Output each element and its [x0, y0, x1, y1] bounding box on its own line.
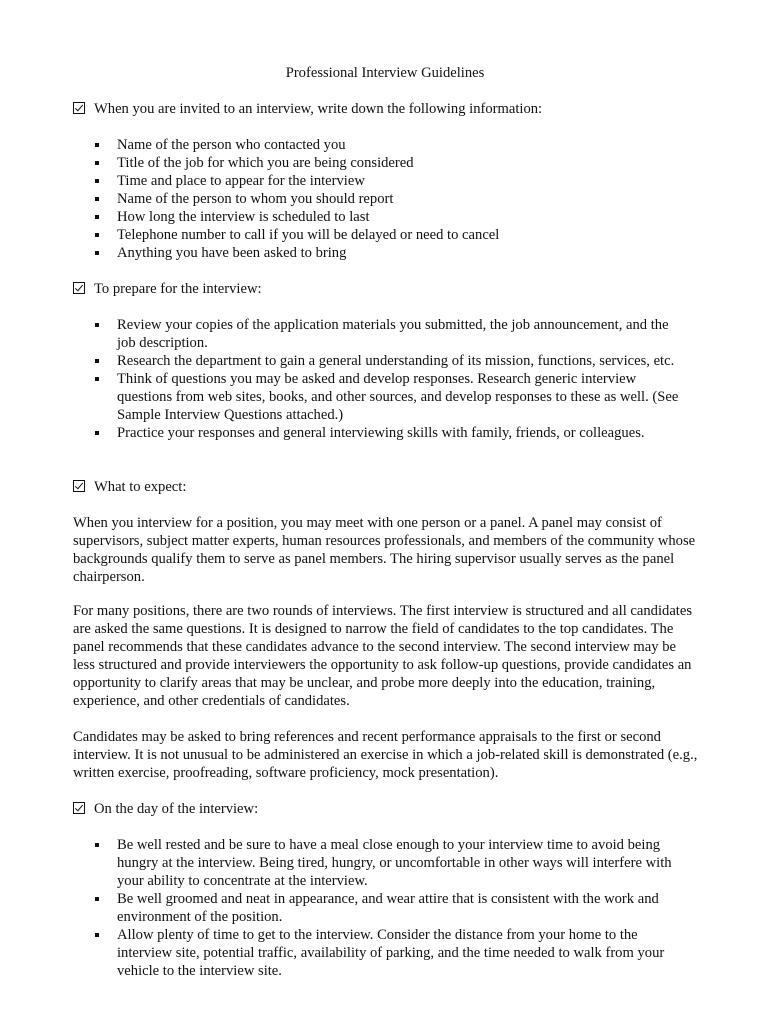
list-item: Name of the person to whom you should report [0, 190, 687, 208]
section-heading-invited [73, 100, 693, 118]
section-heading-expect [73, 478, 693, 496]
list-item: Practice your responses and general interviewing skills with family, friends, or colleagues. [0, 424, 687, 442]
paragraph: When you interview for a position, you may meet with one person or a panel. A panel may consist of supervisors, subject matter experts, human resources professionals, and members of the community whose backgrounds qualify them to serve as panel members. The hiring supervisor usually serves as the panel chairperson. [73, 515, 696, 585]
bullet-icon [95, 431, 99, 435]
list-item: Think of questions you may be asked and develop responses. Research generic interview questions from web sites, books, and other sources, and develop responses to these as well. (See Sample Interview Questions attached.) [0, 370, 687, 424]
bullet-icon [95, 251, 99, 255]
bullet-icon [95, 933, 99, 937]
bullet-icon [95, 843, 99, 847]
bullet-icon [95, 359, 99, 363]
section-heading-text: What to expect: [94, 479, 187, 495]
checkbox-checked-icon [73, 480, 85, 492]
bullet-icon [95, 377, 99, 381]
bullet-icon [95, 323, 99, 327]
list-item: Research the department to gain a general understanding of its mission, functions, services, etc. [0, 352, 687, 370]
checkbox-checked-icon [73, 802, 85, 814]
checkbox-checked-icon [73, 282, 85, 294]
list-item: Be well groomed and neat in appearance, and wear attire that is consistent with the work and environment of the position. [0, 890, 687, 926]
bullet-icon [95, 233, 99, 237]
bullet-icon [95, 197, 99, 201]
bullet-icon [95, 897, 99, 901]
list-item: Be well rested and be sure to have a meal close enough to your interview time to avoid being hungry at the interview. Being tired, hungry, or uncomfortable in other ways will interfere with your ability to concentrate at the interview. [0, 836, 687, 890]
list-item: Anything you have been asked to bring [0, 244, 687, 262]
prepare-list [0, 316, 687, 442]
list-item: Review your copies of the application materials you submitted, the job announcement, and the job description. [0, 316, 687, 352]
bullet-icon [95, 161, 99, 165]
bullet-icon [95, 215, 99, 219]
section-heading-text: On the day of the interview: [94, 801, 259, 817]
section-heading-day-of [73, 800, 693, 818]
list-item: Telephone number to call if you will be delayed or need to cancel [0, 226, 687, 244]
page-title: Professional Interview Guidelines [285, 65, 485, 81]
list-item: How long the interview is scheduled to last [0, 208, 687, 226]
bullet-icon [95, 143, 99, 147]
bullet-icon [95, 179, 99, 183]
day-of-list [0, 836, 687, 980]
invited-info-list [0, 136, 687, 262]
paragraph: For many positions, there are two rounds of interviews. The first interview is structured and all candidates are asked the same questions. It is designed to narrow the field of candidates to the top candidates. The panel recommends that these candidates advance to the second interview. The second interview may be less structured and provide interviewers the opportunity to ask follow-up questions, provide candidates an opportunity to clarify areas that may be unclear, and probe more deeply into the education, training, experience, and other credentials of candidates. [73, 603, 693, 709]
checkbox-checked-icon [73, 102, 85, 114]
section-heading-text: To prepare for the interview: [94, 281, 262, 297]
list-item: Title of the job for which you are being considered [0, 154, 687, 172]
list-item: Time and place to appear for the interview [0, 172, 687, 190]
section-heading-prepare [73, 280, 693, 298]
list-item: Allow plenty of time to get to the interview. Consider the distance from your home to the interview site, potential traffic, availability of parking, and the time needed to walk from your vehicle to the interview site. [0, 926, 687, 980]
paragraph: Candidates may be asked to bring references and recent performance appraisals to the first or second interview. It is not unusual to be administered an exercise in which a job-related skill is demonstrated (e.g., written exercise, proofreading, software proficiency, mock presentation). [73, 729, 698, 781]
section-heading-text: When you are invited to an interview, write down the following information: [94, 101, 543, 117]
list-item: Name of the person who contacted you [0, 136, 687, 154]
